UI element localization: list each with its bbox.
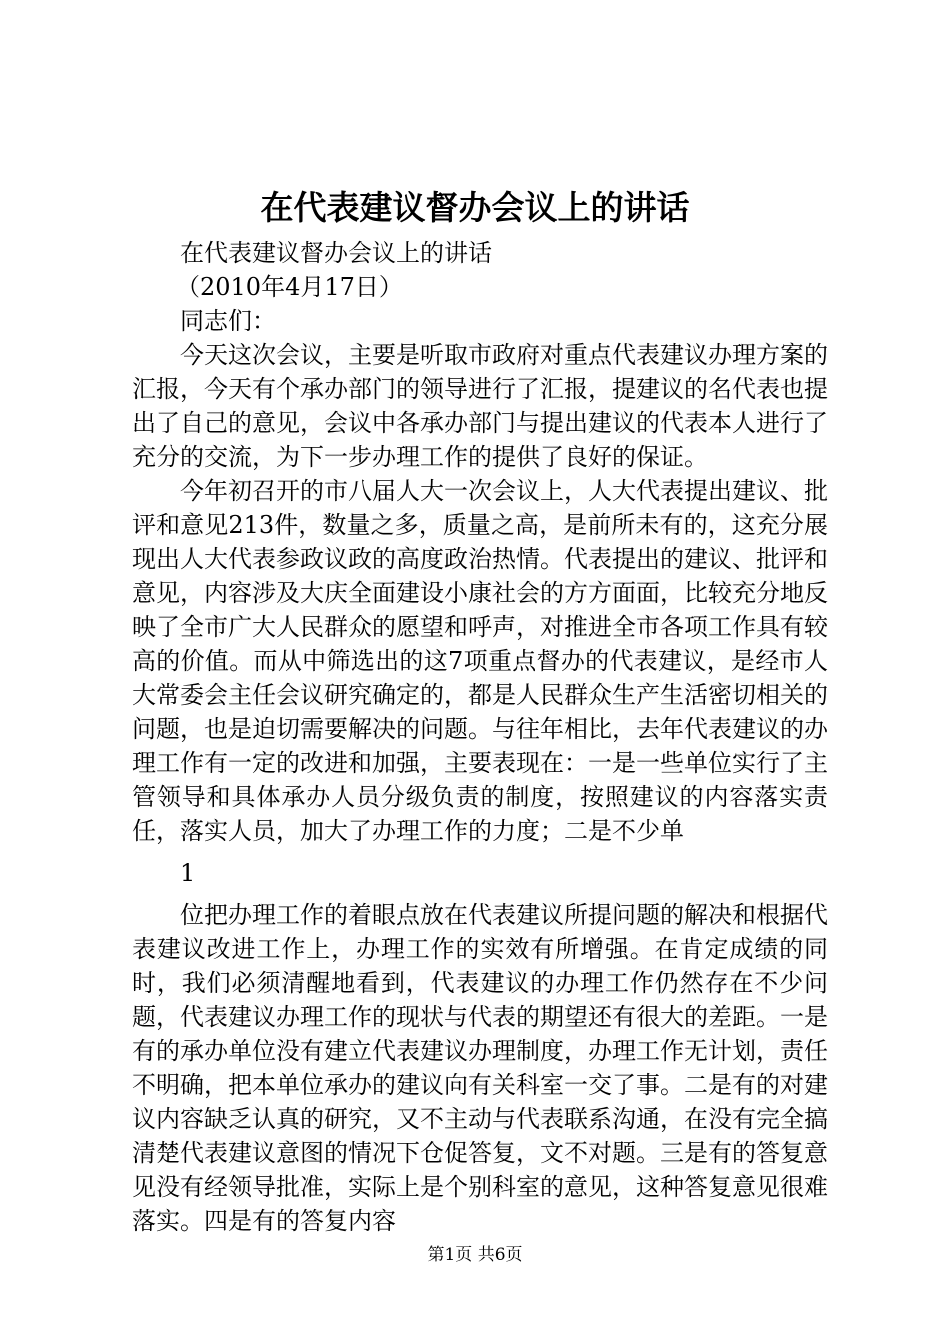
greeting: 同志们：: [180, 307, 276, 335]
inline-page-number: 1: [180, 859, 196, 887]
document-body: [132, 236, 828, 1238]
paragraph-2: 今年初召开的市八届人大一次会议上，人大代表提出建议、批评和意见213件，数量之多，质量之高，是前所未有的，这充分展现出人大代表参政议政的高度政治热情。代表提出的建议、批评和意见，内容涉及大庆全面建设小康社会的方方面面，比较充分地反映了全市广大人民群众的愿望和呼声，对推进全市各项工作具有较高的价值。而从中筛选出的这7项重点督办的代表建议，是经市人大常委会主任会议研究确定的，都是人民群众生产生活密切相关的问题，也是迫切需要解决的问题。与往年相比，去年代表建议的办理工作有一定的改进和加强，主要表现在：一是一些单位实行了主管领导和具体承办人员分级负责的制度，按照建议的内容落实责任，落实人员，加大了办理工作的力度；二是不少单: [132, 477, 828, 845]
document-title: 在代表建议督办会议上的讲话: [260, 188, 690, 227]
subtitle: 在代表建议督办会议上的讲话: [180, 239, 492, 267]
page-footer: 第1页 共6页: [427, 1245, 523, 1265]
speech-date: （2010年4月17日）: [176, 273, 403, 301]
paragraph-1: 今天这次会议，主要是听取市政府对重点代表建议办理方案的汇报，今天有个承办部门的领导进行了汇报，提建议的名代表也提出了自己的意见，会议中各承办部门与提出建议的代表本人进行了充分的交流，为下一步办理工作的提供了良好的保证。: [132, 341, 828, 471]
paragraph-3: 位把办理工作的着眼点放在代表建议所提问题的解决和根据代表建议改进工作上，办理工作的实效有所增强。在肯定成绩的同时，我们必须清醒地看到，代表建议的办理工作仍然存在不少问题，代表建议办理工作的现状与代表的期望还有很大的差距。一是有的承办单位没有建立代表建议办理制度，办理工作无计划，责任不明确，把本单位承办的建议向有关科室一交了事。二是有的对建议内容缺乏认真的研究，又不主动与代表联系沟通，在没有完全搞清楚代表建议意图的情况下仓促答复，文不对题。三是有的答复意见没有经领导批准，实际上是个别科室的意见，这种答复意见很难落实。四是有的答复内容: [132, 901, 828, 1235]
